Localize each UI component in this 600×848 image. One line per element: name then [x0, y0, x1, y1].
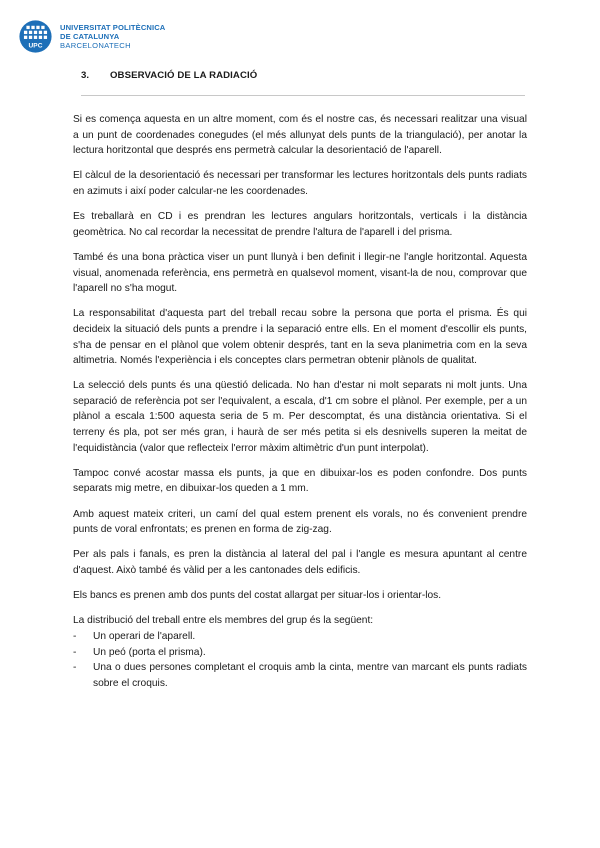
title-divider	[81, 95, 525, 96]
upc-logo-icon	[19, 20, 52, 53]
paragraph: Tampoc convé acostar massa els punts, ja que en dibuixar-los es poden confondre. Dos punts separats mig metre, en dibuixar-los queden a 1 mm.	[73, 467, 527, 495]
section-title	[81, 70, 257, 81]
university-name-line3: BARCELONATECH	[60, 40, 131, 50]
section-number: 3.	[81, 70, 90, 81]
list-intro: La distribució del treball entre els membres del grup és la següent:	[73, 615, 374, 627]
paragraph: Si es comença aquesta en un altre moment, com és el nostre cas, és necessari realitzar una visual a un punt de coordenades conegudes (el més allunyat dels punts de la triangulació), per anotar la lectura horitzontal que després ens permetrà calcular la desorientació de l'aparell.	[73, 114, 527, 157]
university-name-line1: UNIVERSITAT POLITÈCNICA	[60, 22, 166, 32]
paragraph: Amb aquest mateix criteri, un camí del qual estem prenent els vorals, no és convenient prendre punts de voral enfrontats; es prenen en forma de zig-zag.	[73, 508, 527, 536]
list-item: - Un operari de l'aparell.	[73, 629, 527, 645]
university-name	[60, 23, 165, 50]
logo-mark-text: UPC	[28, 42, 43, 50]
list-item: - Una o dues persones completant el croquis amb la cinta, mentre van marcant els punts radiats sobre el croquis.	[73, 660, 527, 691]
paragraph: També és una bona pràctica viser un punt llunyà i ben definit i llegir-ne l'angle horitzontal. Aquesta visual, anomenada referència, ens permetrà en qualsevol moment, visant-la de nou, comprovar que l'aparell no s'ha mogut.	[73, 251, 527, 295]
document-body	[73, 112, 527, 691]
header	[19, 17, 165, 55]
list-item: - Un peó (porta el prisma).	[73, 645, 527, 661]
section-title-text: OBSERVACIÓ DE LA RADIACIÓ	[110, 70, 258, 81]
task-list	[73, 629, 527, 691]
paragraph: Els bancs es prenen amb dos punts del costat allargat per situar-los i orientar-los.	[73, 590, 442, 602]
paragraph: La selecció dels punts és una qüestió delicada. No han d'estar ni molt separats ni molt junts. Una separació de referència pot ser l'equivalent, a escala, d'1 cm sobre el plànol. Per exemple, per a un plànol a escala 1:500 aquesta seria de 5 m. Per descomptat, és una distància orientativa. Si el terreny és pla, pot ser més gran, i haurà de ser més petita si els desnivells superen la meitat de l'equidistància (valor que reflecteix l'error màxim altimètric d'un punt interpolat).	[73, 380, 527, 454]
paragraph: El càlcul de la desorientació és necessari per transformar les lectures horitzontals dels punts radiats en azimuts i així poder calcular-ne les coordenades.	[73, 170, 527, 197]
paragraph: Per als pals i fanals, es pren la distància al lateral del pal i l'angle es mesura apuntant al centre d'aquest. Això també és vàlid per a les cantonades dels edificis.	[73, 549, 527, 576]
paragraph: Es treballarà en CD i es prendran les lectures angulars horitzontals, verticals i la distància geomètrica. No cal recordar la necessitat de prendre l'altura de l'aparell i del prisma.	[73, 211, 527, 238]
university-name-line2: DE CATALUNYA	[60, 31, 120, 41]
paragraph: La responsabilitat d'aquesta part del treball recau sobre la persona que porta el prisma. És qui decideix la situació dels punts a prendre i la separació entre ells. En el moment d'escollir els punts, s'ha de pensar en el plànol que volem obtenir després, tant en la seva planimetria com en la seva altimetria. Només l'experiència i els conceptes clars permetran obtenir plànols de qualitat.	[73, 308, 527, 367]
